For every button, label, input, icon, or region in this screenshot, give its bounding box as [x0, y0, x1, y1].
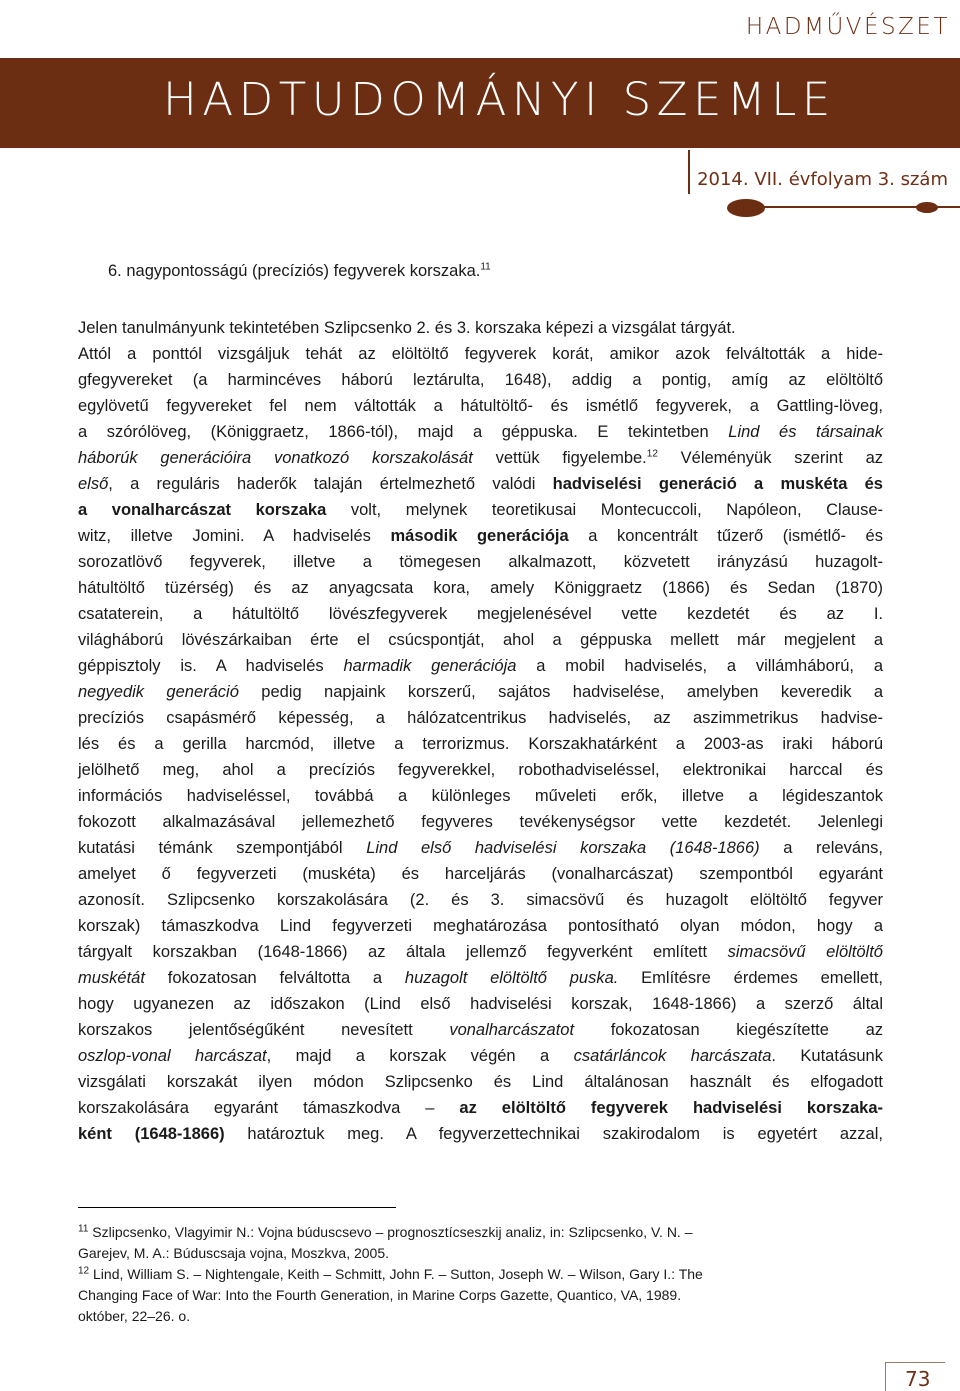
footnote-number: 11	[78, 1223, 89, 1235]
text-line: korszakos jelentőségűként nevesített vonalharcászatot fokozatosan kiegészítette az	[78, 1021, 883, 1039]
text-line: witz, illetve Jomini. A hadviselés második generációja a koncentrált tűzerő (ismétlő- és	[78, 527, 883, 545]
text-line: csataterein, a hátultöltő lövészfegyverek megjelenésével vette kezdetét és az I.	[78, 605, 883, 623]
journal-banner	[0, 58, 960, 148]
text-line: amelyet ő fegyverzeti (muskéta) és harceljárás (vonalharcászat) szempontból egyaránt	[78, 865, 883, 883]
text-line: ként (1648-1866) határoztuk meg. A fegyverzettechnikai szakirodalom is egyetért azzal,	[78, 1125, 883, 1143]
page-number: 73	[905, 1367, 931, 1391]
text-line: gfegyvereket (a harmincéves háború leztárulta, 1648), addig a pontig, amíg az elöltöltő	[78, 371, 883, 389]
text-line: hogy ugyanezen az időszakon (Lind első hadviselési korszak, 1648-1866) a szerző által	[78, 995, 883, 1013]
text-line: a szórólöveg, (Königgraetz, 1866-tól), majd a géppuska. E tekintetben Lind és társainak	[78, 423, 883, 441]
text-line: a vonalharcászat korszaka volt, melynek teoretikusai Montecuccoli, Napóleon, Clause-	[78, 501, 883, 519]
footnote-11: $^{11}$ Szlipcsenko, Vlagyimir N.: Vojna búduscsevo – prognosztícseszkij analiz, in: Szlipcsenko, V. N. –	[78, 1223, 693, 1240]
text-line: precíziós csapásmérő képesség, a hálózatcentrikus hadviselés, az aszimmetrikus hadvise-	[78, 709, 883, 727]
footnote-11-cont: Garejev, M. A.: Búduscsaja vojna, Moszkva, 2005.	[78, 1245, 390, 1261]
page-number-box-vertical	[885, 1362, 886, 1391]
banner-vertical-rule	[688, 150, 690, 194]
text-line: negyedik generáció pedig napjaink korszerű, sajátos hadviselése, amelyben keveredik a	[78, 683, 883, 701]
section-tag: HADMŰVÉSZET	[745, 14, 950, 40]
journal-title: HADTUDOMÁNYI SZEMLE	[163, 73, 836, 126]
list-item	[108, 262, 491, 281]
text-line: muskétát fokozatosan felváltotta a huzagolt elöltöltő puska. Említésre érdemes emellett,	[78, 969, 883, 987]
text-line: kutatási témánk szempontjából Lind első hadviselési korszaka (1648-1866) a releváns,	[78, 839, 884, 857]
text-line: háborúk generációira vonatkozó korszakolását vettük figyelembe.$^{12}$ Véleményük szerint az	[78, 448, 884, 467]
footnote-ref: 12	[646, 448, 658, 460]
text-line: oszlop-vonal harcászat, majd a korszak végén a csatárláncok harcászata. Kutatásunk	[78, 1047, 883, 1065]
footnote-ref: 11	[480, 261, 491, 273]
text-line: korszak) támaszkodva Lind fegyverzeti meghatározása pontosítható olyan módon, hogy a	[78, 917, 883, 935]
footnote-number: 12	[78, 1265, 90, 1277]
text-line: jelölhető meg, ahol a precíziós fegyverekkel, robothadviseléssel, elektronikai harccal és	[78, 761, 883, 779]
text-line: vizsgálati korszakát ilyen módon Szlipcsenko és Lind általánosan használt és elfogadott	[78, 1073, 883, 1091]
text-line: tárgyalt korszakban (1648-1866) az általa jellemző fegyverként említett simacsövű elöltöltő	[78, 943, 883, 961]
text-line: első, a reguláris haderők talaján értelmezhető valódi hadviselési generáció a muskéta és	[78, 475, 883, 493]
text-line: sorozatlövő fegyverek, illetve a tömegesen alkalmazott, közvetett irányzású huzagolt-	[78, 553, 883, 571]
decorative-ornament-small	[916, 202, 938, 213]
footnote-12: $^{12}$ Lind, William S. – Nightengale, Keith – Schmitt, John F. – Sutton, Joseph W. – Wilson, Gary I.: The	[78, 1265, 703, 1282]
text-line: fokozott alkalmazásával jellemezhető fegyveres tevékenységsor vette kezdetét. Jelenlegi	[78, 813, 883, 831]
issue-info: 2014. VII. évfolyam 3. szám	[697, 169, 948, 190]
text-line: korszakolására egyaránt támaszkodva – az elöltöltő fegyverek hadviselési korszaka-	[78, 1099, 883, 1117]
footnote-12-cont: Changing Face of War: Into the Fourth Generation, in Marine Corps Gazette, Quantico, VA, 1989.	[78, 1287, 682, 1303]
footnote-12-cont2: október, 22–26. o.	[78, 1308, 191, 1324]
page-number-box-horizontal	[885, 1362, 945, 1363]
text-line: információs hadviseléssel, továbbá a különleges műveleti erők, illetve a légideszantok	[78, 787, 883, 805]
text-line: Attól a ponttól vizsgáljuk tehát az elöltöltő fegyverek korát, amikor azok felváltották a hide-	[78, 345, 883, 363]
text-line: géppisztoly is. A hadviselés harmadik generációja a mobil hadviselés, a villámháború, a	[78, 657, 883, 675]
paragraph-1: Jelen tanulmányunk tekintetében Szlipcsenko 2. és 3. korszaka képezi a vizsgálat tárgyát.	[78, 319, 736, 337]
decorative-ornament	[727, 199, 765, 217]
text-line: egylövetű fegyvereket fel nem váltották a hátultöltő- és ismétlő fegyverek, a Gattling-löveg,	[78, 397, 883, 415]
text-line: világháború lövészárkaiban érte el csúcspontját, ahol a géppuska mellett már megjelent a	[78, 631, 883, 649]
text-line: azonosít. Szlipcsenko korszakolására (2. és 3. simacsövű és huzagolt elöltöltő fegyver	[78, 891, 883, 909]
footnote-separator	[78, 1207, 396, 1208]
text-line: hátultöltő tüzérség) és az anyagcsata kora, amely Königgraetz (1866) és Sedan (1870)	[78, 579, 883, 597]
text-line: lés és a gerilla harcmód, illetve a terrorizmus. Korszakhatárként a 2003-as iraki háború	[78, 735, 883, 753]
list-item-text: 6. nagypontosságú (precíziós) fegyverek korszaka.	[108, 262, 481, 280]
